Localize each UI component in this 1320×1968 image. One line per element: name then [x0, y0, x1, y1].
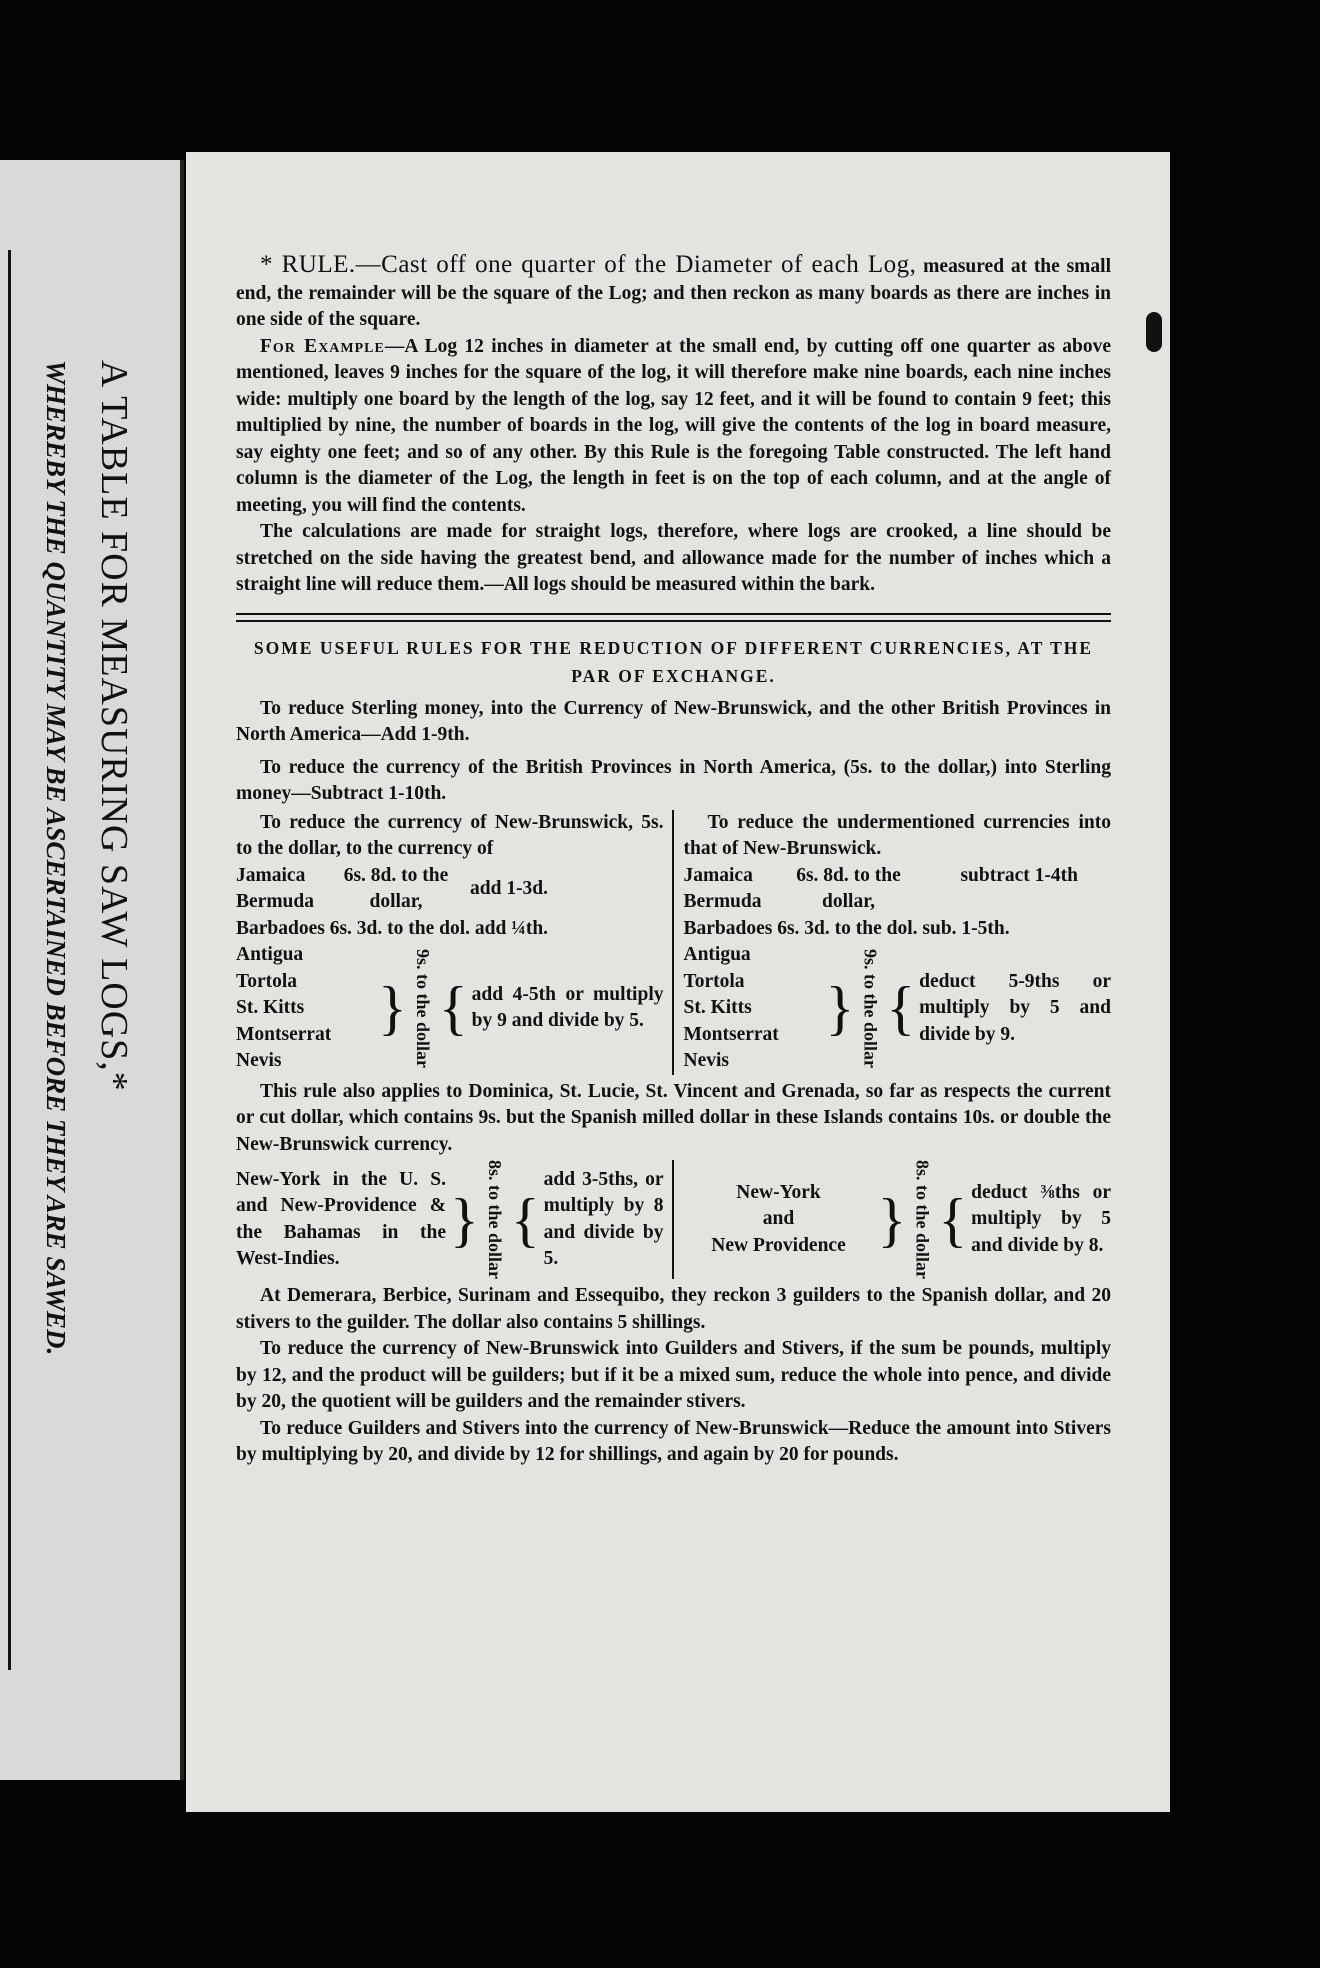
- right-barbadoes: Barbadoes 6s. 3d. to the dol. sub. 1-5th.: [683, 917, 1010, 939]
- currency-p4: At Demerara, Berbice, Surinam and Essequibo, they reckon 3 guilders to the Spanish dollar, and 20 stivers to the guilder. The dollar also contains 5 shillings.: [236, 1285, 1111, 1333]
- calc-paragraph: The calculations are made for straight logs, therefore, where logs are crooked, a line should be stretched on the side having the greatest bend, and allowance made for the number of inches which a straight line will reduce them.—All logs should be measured within the bark.: [236, 521, 1111, 595]
- place-name: Jamaica: [683, 864, 753, 886]
- place-name: Bermuda: [236, 891, 314, 912]
- right-isles-op: deduct 5-9ths or multiply by 5 and divide by 9.: [919, 970, 1111, 1045]
- left-jb-rate: 6s. 8d. to the dollar,: [343, 864, 449, 912]
- double-divider: [236, 613, 1111, 622]
- ny-left-row: [236, 1160, 664, 1279]
- left-column: [236, 810, 674, 1075]
- right-jb-names: [684, 863, 784, 916]
- ny-right-places: [684, 1180, 874, 1260]
- brace: {: [438, 975, 468, 1042]
- place-name: New-York: [736, 1181, 821, 1203]
- ny-left-op: add 3-5ths, or multiply by 8 and divide by 5.: [543, 1168, 664, 1269]
- right-isles-rate: 9s. to the dollar: [860, 948, 881, 1068]
- place-name: Jamaica: [236, 864, 306, 886]
- brace: }: [378, 975, 407, 1042]
- island-name: Nevis: [683, 1050, 729, 1071]
- left-intro: To reduce the currency of New-Brunswick, 5s. to the dollar, to the currency of: [236, 811, 664, 859]
- left-jb-op: add 1-3d.: [470, 877, 549, 899]
- brace: {: [510, 1186, 540, 1253]
- left-jb-names: [236, 863, 336, 916]
- right-intro: To reduce the undermentioned currencies into that of New-Brunswick.: [683, 811, 1111, 859]
- island-name: Tortola: [683, 970, 745, 992]
- right-column: [674, 810, 1112, 1075]
- island-name: St. Kitts: [683, 997, 752, 1018]
- ny-left-places: New-York in the U. S. and New-Providence & the Bahamas in the West-Indies.: [236, 1168, 446, 1269]
- island-name: Montserrat: [683, 1023, 779, 1045]
- currency-p1: To reduce Sterling money, into the Currency of New-Brunswick, and the other British Provinces in North America—Add 1-9th.: [236, 697, 1111, 745]
- brace: }: [877, 1186, 907, 1253]
- left-isles: [236, 942, 374, 1075]
- reduction-columns: [236, 810, 1111, 1075]
- example-label: For Example: [260, 335, 385, 357]
- spine-subtitle: WHEREBY THE QUANTITY MAY BE ASCERTAINED BEFORE THEY ARE SAWED.: [41, 360, 71, 1356]
- island-name: Nevis: [236, 1050, 282, 1071]
- currency-p3: This rule also applies to Dominica, St. Lucie, St. Vincent and Grenada, so far as respects the current or cut dollar, which contains 9s. but the Spanish milled dollar in these Islands contains 10s. or double the New-Brunswick currency.: [236, 1080, 1111, 1155]
- ny-right-row: [684, 1160, 1112, 1279]
- rule-head-text: —Cast off one quarter of the Diameter of each Log,: [355, 251, 917, 278]
- island-name: Tortola: [236, 970, 298, 992]
- example-paragraph: [236, 334, 1111, 520]
- ny-right-rate: 8s. to the dollar: [912, 1160, 933, 1279]
- currency-p2: To reduce the currency of the British Provinces in North America, (5s. to the dollar,) into Sterling money—Subtract 1-10th.: [236, 756, 1111, 804]
- rule-paragraph: [236, 252, 1111, 334]
- page-content: [236, 252, 1111, 1469]
- currency-heading: SOME USEFUL RULES FOR THE REDUCTION OF DIFFERENT CURRENCIES, AT THE PAR OF EXCHANGE.: [253, 637, 1094, 686]
- right-jb-row: [684, 863, 1112, 916]
- right-isles: [684, 942, 822, 1075]
- right-isles-row: [684, 942, 1112, 1075]
- island-name: Montserrat: [236, 1023, 332, 1045]
- right-jb-op: subtract 1-4th: [960, 864, 1079, 886]
- spine-rule: [8, 250, 11, 1670]
- example-text: —A Log 12 inches in diameter at the small end, by cutting off one quarter as above mentioned, leaves 9 inches for the square of the log, it will therefore make nine boards, each nine inches wide: multiply one board by the length of the log, say 12 feet, and it will be found to contain 9 feet; this multiplied by nine, the number of boards in the log, will give the contents of the log in board measure, say eighty one feet; and so of any other. By this Rule is the foregoing Table constructed. The left hand column is the diameter of the Log, the length in feet is on the top of each column, and at the angle of meeting, you will find the contents.: [236, 335, 1111, 516]
- brace: }: [450, 1186, 479, 1253]
- left-isles-op: add 4-5th or multiply by 9 and divide by 5.: [471, 983, 664, 1032]
- ny-left-rate: 8s. to the dollar: [484, 1160, 505, 1279]
- spine-page: [0, 160, 184, 1780]
- brace: }: [825, 975, 855, 1042]
- left-barbadoes: Barbadoes 6s. 3d. to the dol. add ¼th.: [236, 917, 549, 939]
- island-name: St. Kitts: [236, 997, 305, 1018]
- left-jb-row: [236, 863, 664, 916]
- place-name: New Providence: [711, 1234, 846, 1256]
- main-page: [186, 152, 1170, 1812]
- currency-p6: To reduce Guilders and Stivers into the currency of New-Brunswick—Reduce the amount into Stivers by multiplying by 20, and divide by 12 for shillings, and again by 20 for pounds.: [236, 1417, 1111, 1465]
- right-jb-rate: 6s. 8d. to the dollar,: [796, 864, 901, 912]
- left-isles-rate: 9s. to the dollar: [412, 948, 433, 1068]
- spine-title: A TABLE FOR MEASURING SAW LOGS,*: [93, 360, 135, 1092]
- ny-left-column: [236, 1160, 674, 1279]
- brace: {: [886, 975, 916, 1042]
- ink-blot: [1146, 312, 1162, 352]
- rule-label: * RULE.: [260, 251, 356, 278]
- ny-right-op: deduct ⅜ths or multiply by 5 and divide by 8.: [971, 1181, 1111, 1256]
- ny-right-column: [674, 1160, 1112, 1279]
- place-name: Bermuda: [683, 891, 762, 912]
- brace: {: [938, 1186, 968, 1253]
- currency-p5: To reduce the currency of New-Brunswick into Guilders and Stivers, if the sum be pounds, multiply by 12, and the product will be guilders; but if it be a mixed sum, reduce the whole into pence, and divide by 20, the quotient will be guilders and the remainder stivers.: [236, 1338, 1111, 1412]
- island-name: Antigua: [236, 944, 304, 965]
- ny-columns: [236, 1160, 1111, 1279]
- left-isles-row: [236, 942, 664, 1075]
- place-name: and: [762, 1208, 795, 1230]
- island-name: Antigua: [683, 944, 751, 965]
- rule-body: measured at the small end, the remainder will be the square of the Log; and then reckon as many boards as there are inches in one side of the square.: [236, 256, 1111, 330]
